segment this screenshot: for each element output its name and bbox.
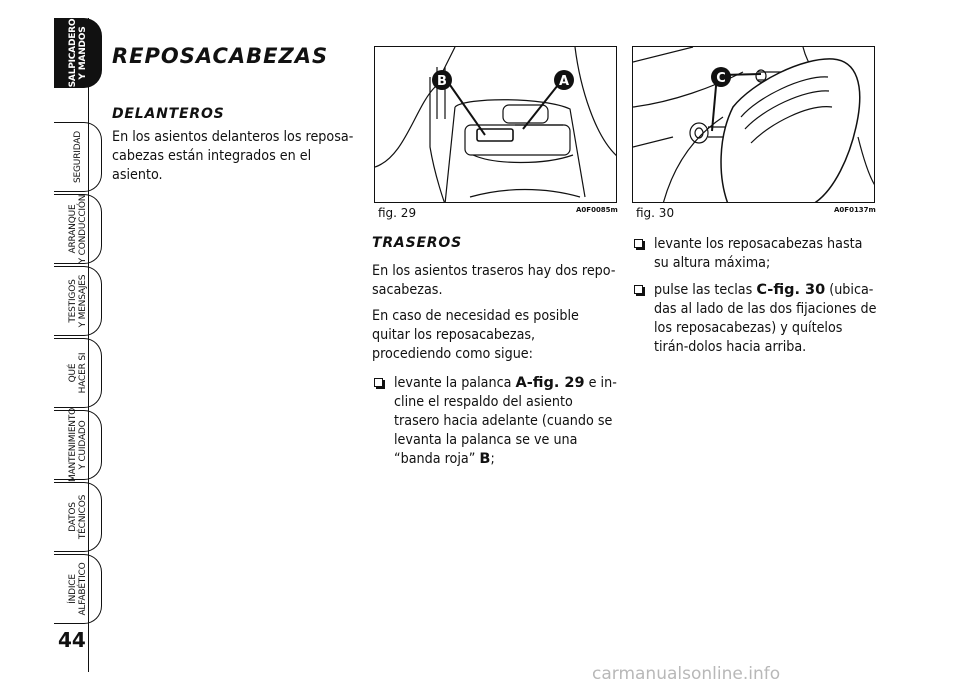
figure-reference: A-fig. 29 xyxy=(515,375,585,391)
tab-label: SEGURIDAD xyxy=(72,131,83,183)
chapter-tabs xyxy=(54,18,104,648)
callout-b: B xyxy=(437,74,447,89)
tab-que-hacer[interactable] xyxy=(54,338,102,408)
figure-reference: C-fig. 30 xyxy=(756,282,826,298)
paragraph-traseros-2: En caso de necesidad es posible quitar los reposacabezas, procediendo como sigue: xyxy=(372,308,579,362)
bullet-text: e in-cline el respaldo del asiento trasero hacia adelante (cuando se levanta la palanca se ve una “banda roja” xyxy=(394,375,617,467)
tab-datos[interactable] xyxy=(54,482,102,552)
bullet-press-buttons xyxy=(632,281,877,357)
bullet-lever xyxy=(372,374,617,469)
figure-reference: B xyxy=(479,451,491,467)
bullet-text: pulse las teclas xyxy=(654,282,757,298)
figure-29-caption: fig. 29 xyxy=(378,206,417,220)
callout-c: C xyxy=(716,71,726,86)
tab-label: ÍNDICE ALFABÉTICO xyxy=(67,562,88,616)
section-title-traseros: TRASEROS xyxy=(372,235,462,251)
bullet-marker xyxy=(634,285,643,294)
figure-29 xyxy=(374,46,617,203)
tab-label: ARRANQUE Y CONDUCCIÓN xyxy=(67,194,88,264)
bullet-marker xyxy=(634,239,643,248)
tab-arranque[interactable] xyxy=(54,194,102,264)
tab-label: TESTIGOS Y MENSAJES xyxy=(67,274,88,328)
section-title-delanteros: DELANTEROS xyxy=(112,106,225,122)
rear-headrest-illustration xyxy=(633,47,875,203)
tab-indice[interactable] xyxy=(54,554,102,624)
bullet-text: levante la palanca xyxy=(394,375,516,391)
page-spine-line xyxy=(88,18,89,672)
headrest-lever-illustration xyxy=(375,47,617,203)
bullet-text: levante los reposacabezas hasta su altura máxima; xyxy=(654,236,863,271)
paragraph-delanteros: En los asientos delanteros los reposa-cabezas están integrados en el asiento. xyxy=(112,129,354,183)
page-number: 44 xyxy=(58,628,86,652)
tab-label: SALPICADERO Y MANDOS xyxy=(67,18,88,88)
tab-label: DATOS TÉCNICOS xyxy=(67,494,88,540)
page-title: REPOSACABEZAS xyxy=(112,44,329,68)
figure-30-caption: fig. 30 xyxy=(636,206,675,220)
tab-label: MANTENIMIENTO Y CUIDADO xyxy=(67,407,88,483)
bullet-raise-headrest xyxy=(632,235,877,273)
tab-seguridad[interactable] xyxy=(54,122,102,192)
bullet-text: (ubica-das al lado de las dos fijaciones de los reposacabezas) y quítelos tirán-dolos hacia arriba. xyxy=(654,282,877,355)
tab-testigos[interactable] xyxy=(54,266,102,336)
bullet-text: ; xyxy=(490,451,495,467)
bullet-marker xyxy=(374,378,383,387)
watermark: carmanualsonline.info xyxy=(592,664,781,684)
tab-salpicadero[interactable] xyxy=(54,18,102,88)
figure-30-code: A0F0137m xyxy=(834,206,876,214)
paragraph-traseros-1: En los asientos traseros hay dos repo-sacabezas. xyxy=(372,263,616,298)
tab-label: QUÉ HACER SI xyxy=(67,352,88,394)
figure-30 xyxy=(632,46,875,203)
figure-29-code: A0F0085m xyxy=(576,206,618,214)
callout-a: A xyxy=(558,74,570,89)
tab-mantenimiento[interactable] xyxy=(54,407,102,483)
